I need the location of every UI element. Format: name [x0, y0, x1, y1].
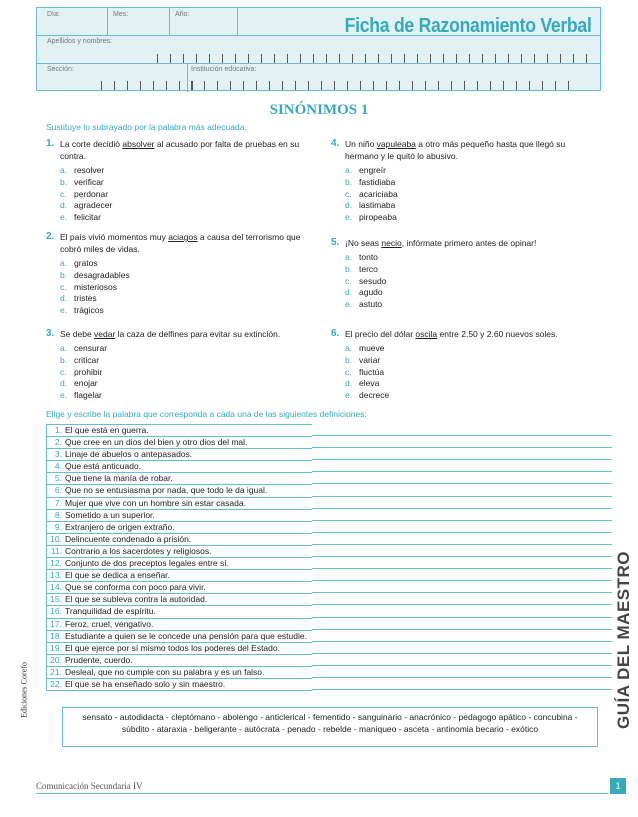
- definition-row: 17. Feroz, cruel, vengativo.: [47, 619, 312, 631]
- question-text: El país vivió momentos muy aciagos a causa del terrorismo que cobró miles de vidas.: [60, 232, 301, 254]
- option: c. acariciaba: [345, 188, 398, 199]
- option: d. enojar: [60, 378, 98, 389]
- answer-line[interactable]: [312, 436, 612, 448]
- question-4: [331, 138, 593, 223]
- seccion-row: [37, 64, 600, 92]
- definition-row: 2. Que cree en un dios del bien y otro dios del mal.: [47, 437, 312, 449]
- option: e. astuto: [345, 299, 383, 310]
- divider: [187, 64, 188, 92]
- anio-label: Año:: [175, 11, 190, 18]
- underlined-word: vedar: [94, 329, 116, 339]
- footer-text: Comunicación Secundaria IV: [36, 781, 143, 791]
- instruction-1: Sustituye lo subrayado por la palabra más adecuada.: [46, 122, 247, 132]
- institucion-boxes: [191, 81, 581, 90]
- definition-row: 21. Desleal, que no cumple con su palabra y es un falso.: [47, 667, 312, 679]
- option: d. agudo: [345, 287, 383, 298]
- question-2: [46, 231, 308, 316]
- option: e. decrece: [345, 390, 390, 401]
- definitions-table: [46, 424, 312, 691]
- definition-row: 13. El que se dedica a enseñar.: [47, 570, 312, 582]
- answer-line[interactable]: [312, 472, 612, 484]
- mes-label: Mes:: [113, 11, 129, 18]
- divider: [237, 8, 238, 36]
- option: a. mueve: [345, 343, 385, 353]
- option: a. engreír: [345, 165, 386, 175]
- option: c. sesudo: [345, 275, 387, 286]
- definition-row: 12. Conjunto de dos preceptos legales entre sí.: [47, 558, 312, 570]
- question-3: [46, 328, 308, 401]
- definition-row: 7. Mujer que vive con un hombre sin estar casada.: [47, 498, 312, 510]
- question-text: Un niño vapuleaba a otro más pequeño hasta que llegó su hermano y le quitó lo abusivo.: [345, 139, 566, 161]
- divider: [107, 8, 108, 36]
- answer-line[interactable]: [312, 581, 612, 593]
- answer-line[interactable]: [312, 557, 612, 569]
- option: c. perdonar: [60, 188, 109, 199]
- definition-row: 5. Que tiene la manía de robar.: [47, 473, 312, 485]
- underlined-word: absolver: [122, 139, 155, 149]
- question-text: ¡No seas necio, infórmate primero antes de opinar!: [345, 238, 537, 248]
- word-bank: sensato - autodidacta - cleptómano - abolengo - anticlerical - fementido - sanguinario - anacrónico - pedagogo apático - concubina - súbdito - ataraxia - beligerante - autócrata - penado - rebelde - maniqueo - asceta - antinomia becario - exótico: [62, 707, 598, 747]
- answer-line[interactable]: [312, 509, 612, 521]
- option: b. terco: [345, 263, 378, 274]
- seccion-label: Sección:: [47, 66, 74, 73]
- answer-line[interactable]: [312, 593, 612, 605]
- option: c. fluctúa: [345, 366, 385, 377]
- option: a. censurar: [60, 343, 108, 353]
- definition-row: 10. Delincuente condenado a prisión.: [47, 534, 312, 546]
- question-number: 1.: [46, 138, 55, 149]
- option: e. flagelar: [60, 390, 102, 401]
- answer-line[interactable]: [312, 654, 612, 666]
- option: b. desagradables: [60, 269, 130, 280]
- dia-label: Día:: [47, 11, 60, 18]
- underlined-word: necio: [381, 238, 402, 248]
- question-text: El precio del dólar oscila entre 2.50 y 2.60 nuevos soles.: [345, 329, 558, 339]
- answer-line[interactable]: [312, 484, 612, 496]
- definition-row: 3. Linaje de abuelos o antepasados.: [47, 449, 312, 461]
- answer-line[interactable]: [312, 448, 612, 460]
- answer-line[interactable]: [312, 678, 612, 690]
- definition-row: 11. Contrario a los sacerdotes y religiosos.: [47, 546, 312, 558]
- definition-row: 20. Prudente, cuerdo.: [47, 655, 312, 667]
- editorial-text: Ediciones Corefo: [19, 662, 29, 718]
- answer-line[interactable]: [312, 666, 612, 678]
- definition-row: 18. Estudiante a quien se le concede una pensión para que estudie.: [47, 631, 312, 643]
- question-5: [331, 237, 593, 310]
- option: e. trágicos: [60, 305, 104, 316]
- definition-row: 1. El que está en guerra.: [47, 425, 312, 437]
- answer-line[interactable]: [312, 630, 612, 642]
- question-1: [46, 138, 308, 223]
- definition-row: 8. Sometido a un superior.: [47, 510, 312, 522]
- answer-line[interactable]: [312, 618, 612, 630]
- answer-line[interactable]: [312, 605, 612, 617]
- option: e. felicitar: [60, 212, 101, 223]
- option: b. fastidiaba: [345, 176, 396, 187]
- question-number: 6.: [331, 328, 340, 339]
- question-number: 3.: [46, 328, 55, 339]
- answer-line[interactable]: [312, 642, 612, 654]
- apellidos-label: Apellidos y nombres:: [47, 38, 112, 45]
- institucion-label: Institución educativa:: [191, 66, 257, 73]
- footer-line: [36, 793, 608, 794]
- underlined-word: vapuleaba: [376, 139, 416, 149]
- header-form: [36, 7, 601, 91]
- option: a. resolver: [60, 165, 105, 175]
- answer-lines: [312, 424, 612, 690]
- definition-row: 14. Que se conforma con poco para vivir.: [47, 582, 312, 594]
- divider: [169, 8, 170, 36]
- page-number: 1: [610, 778, 626, 794]
- answer-line[interactable]: [312, 533, 612, 545]
- side-title-text: GUÍA DEL MAESTRO: [614, 550, 633, 730]
- definition-row: 6. Que no se entusiasma por nada, que todo le da igual.: [47, 485, 312, 497]
- apellidos-boxes: [157, 54, 599, 63]
- option: a. gratos: [60, 258, 98, 268]
- definition-row: 22. El que se ha enseñado solo y sin maestro.: [47, 679, 312, 691]
- option: e. piropeaba: [345, 212, 397, 223]
- sheet-title: Ficha de Razonamiento Verbal: [345, 15, 592, 37]
- answer-line[interactable]: [312, 497, 612, 509]
- option: c. prohibir: [60, 366, 103, 377]
- definition-row: 19. El que ejerce por sí mismo todos los poderes del Estado.: [47, 643, 312, 655]
- seccion-boxes: [101, 81, 205, 90]
- definition-row: 16. Tranquilidad de espíritu.: [47, 606, 312, 618]
- question-6: [331, 328, 593, 401]
- answer-line[interactable]: [312, 460, 612, 472]
- definition-row: 4. Que está anticuado.: [47, 461, 312, 473]
- editorial-mark: [16, 640, 32, 740]
- underlined-word: aciagos: [168, 232, 198, 242]
- option: b. verificar: [60, 176, 104, 187]
- definition-row: 9. Extranjero de origen extraño.: [47, 522, 312, 534]
- question-number: 2.: [46, 231, 55, 242]
- option: d. eleva: [345, 378, 380, 389]
- question-text: Se debe vedar la caza de delfines para evitar su extinción.: [60, 329, 281, 339]
- answer-line[interactable]: [312, 569, 612, 581]
- question-number: 5.: [331, 237, 340, 248]
- question-number: 4.: [331, 138, 340, 149]
- option: a. tonto: [345, 252, 378, 262]
- section-title: SINÓNIMOS 1: [269, 102, 369, 118]
- underlined-word: oscila: [415, 329, 438, 339]
- apellidos-row: [37, 36, 600, 64]
- answer-line[interactable]: [312, 521, 612, 533]
- definition-row: 15. El que se subleva contra la autoridad.: [47, 594, 312, 606]
- option: d. tristes: [60, 293, 97, 304]
- option: b. variar: [345, 354, 381, 365]
- option: d. agradecer: [60, 200, 113, 211]
- answer-line[interactable]: [312, 424, 612, 436]
- question-text: La corte decidió absolver al acusado por falta de pruebas en su contra.: [60, 139, 300, 161]
- side-title: [612, 520, 636, 760]
- option: c. misteriosos: [60, 281, 117, 292]
- option: d. lastimaba: [345, 200, 396, 211]
- instruction-2: Elige y escribe la palabra que corresponda a cada una de las siguientes definiciones:: [46, 409, 367, 419]
- option: b. criticar: [60, 354, 100, 365]
- answer-line[interactable]: [312, 545, 612, 557]
